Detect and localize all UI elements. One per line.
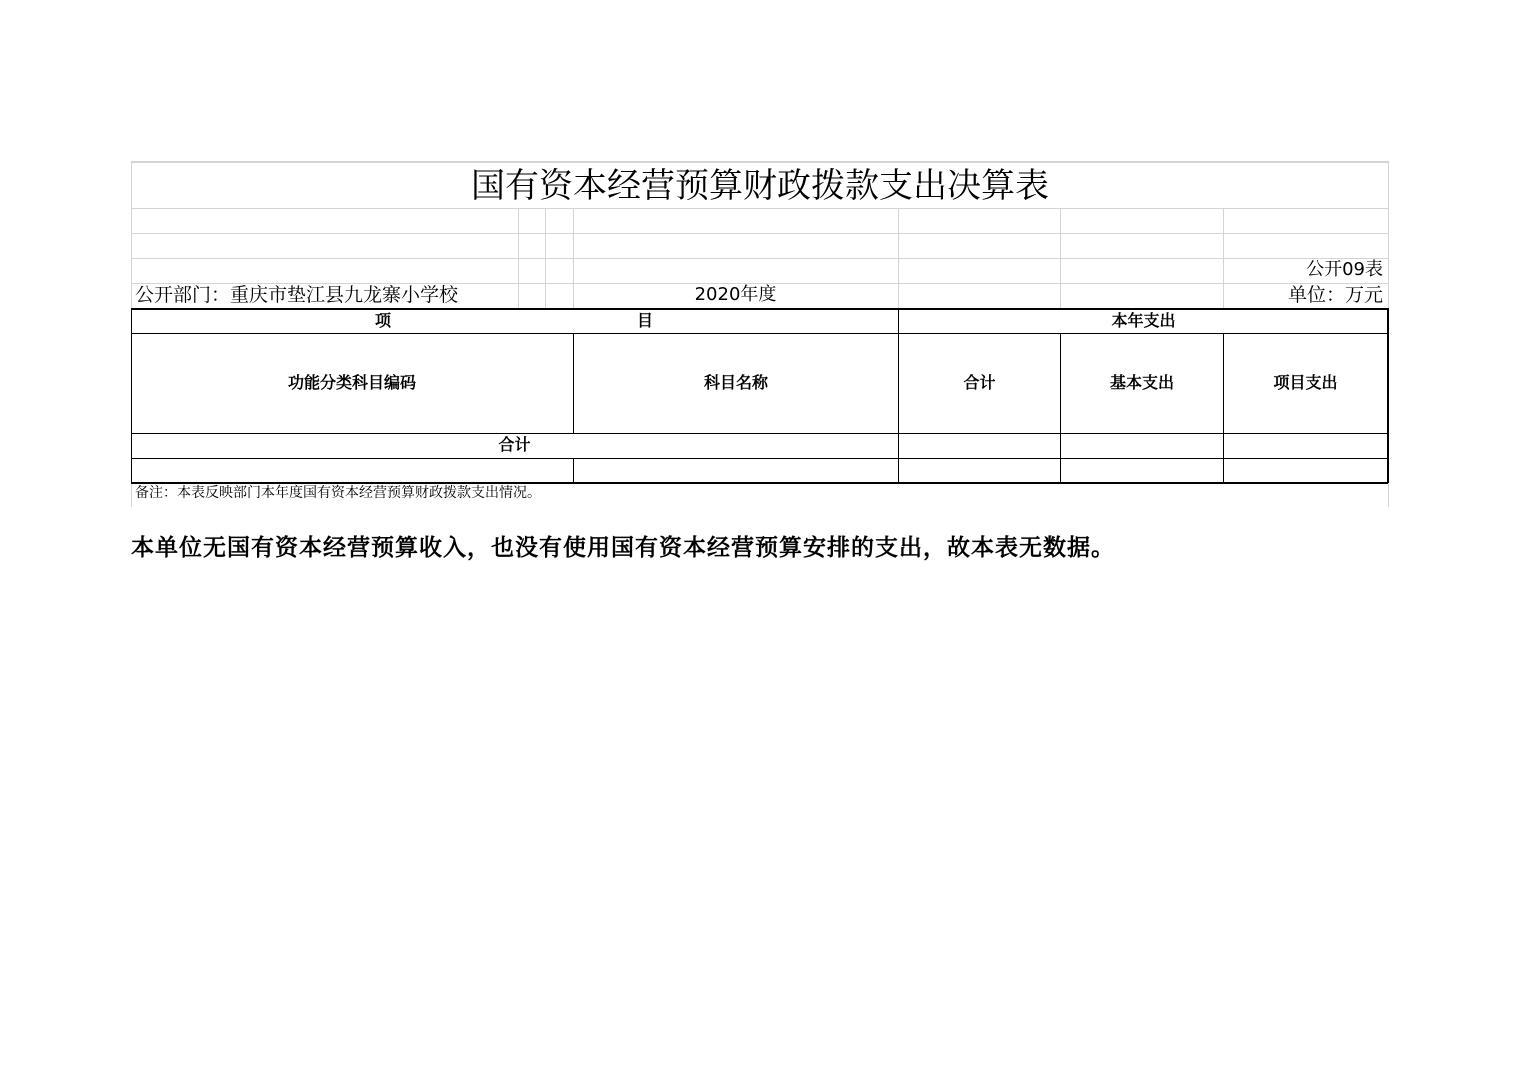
- column-header-project: 项目支出: [1273, 373, 1338, 392]
- total-row-label: 合计: [498, 435, 531, 454]
- gridline: [1223, 208, 1224, 308]
- table-border: [131, 308, 132, 483]
- table-border: [131, 333, 1388, 334]
- table-border: [131, 482, 1388, 484]
- header-item-right: 目: [637, 311, 654, 330]
- table-border: [131, 458, 1388, 459]
- gridline: [131, 258, 1389, 259]
- gridline: [545, 208, 546, 308]
- column-header-name: 科目名称: [703, 373, 768, 392]
- table-border: [1387, 308, 1389, 483]
- gridline: [518, 208, 519, 308]
- table-border: [131, 433, 1388, 434]
- budget-table-sheet: [131, 161, 1389, 507]
- table-note: 备注：本表反映部门本年度国有资本经营预算财政拨款支出情况。: [135, 485, 541, 501]
- column-header-total: 合计: [963, 373, 996, 392]
- table-border: [1223, 333, 1224, 483]
- fiscal-year: 2020年度: [694, 284, 777, 305]
- gridline: [131, 233, 1389, 234]
- gridline: [898, 208, 899, 308]
- table-border: [131, 308, 1388, 310]
- table-border: [898, 308, 899, 483]
- gridline: [131, 208, 1389, 209]
- table-border: [573, 458, 574, 483]
- no-data-statement: 本单位无国有资本经营预算收入，也没有使用国有资本经营预算安排的支出，故本表无数据。: [131, 534, 1115, 561]
- gridline: [131, 161, 1389, 163]
- column-header-basic: 基本支出: [1109, 373, 1174, 392]
- table-title: 国有资本经营预算财政拨款支出决算表: [471, 166, 1049, 206]
- column-header-code: 功能分类科目编码: [287, 373, 416, 392]
- table-border: [1060, 333, 1061, 483]
- header-item-left: 项: [375, 311, 392, 330]
- header-current-year: 本年支出: [1111, 311, 1176, 330]
- department-label: 公开部门：重庆市垫江县九龙寨小学校: [135, 284, 459, 306]
- unit-label: 单位：万元: [1287, 284, 1383, 306]
- gridline: [1060, 208, 1061, 308]
- form-number: 公开09表: [1306, 259, 1383, 280]
